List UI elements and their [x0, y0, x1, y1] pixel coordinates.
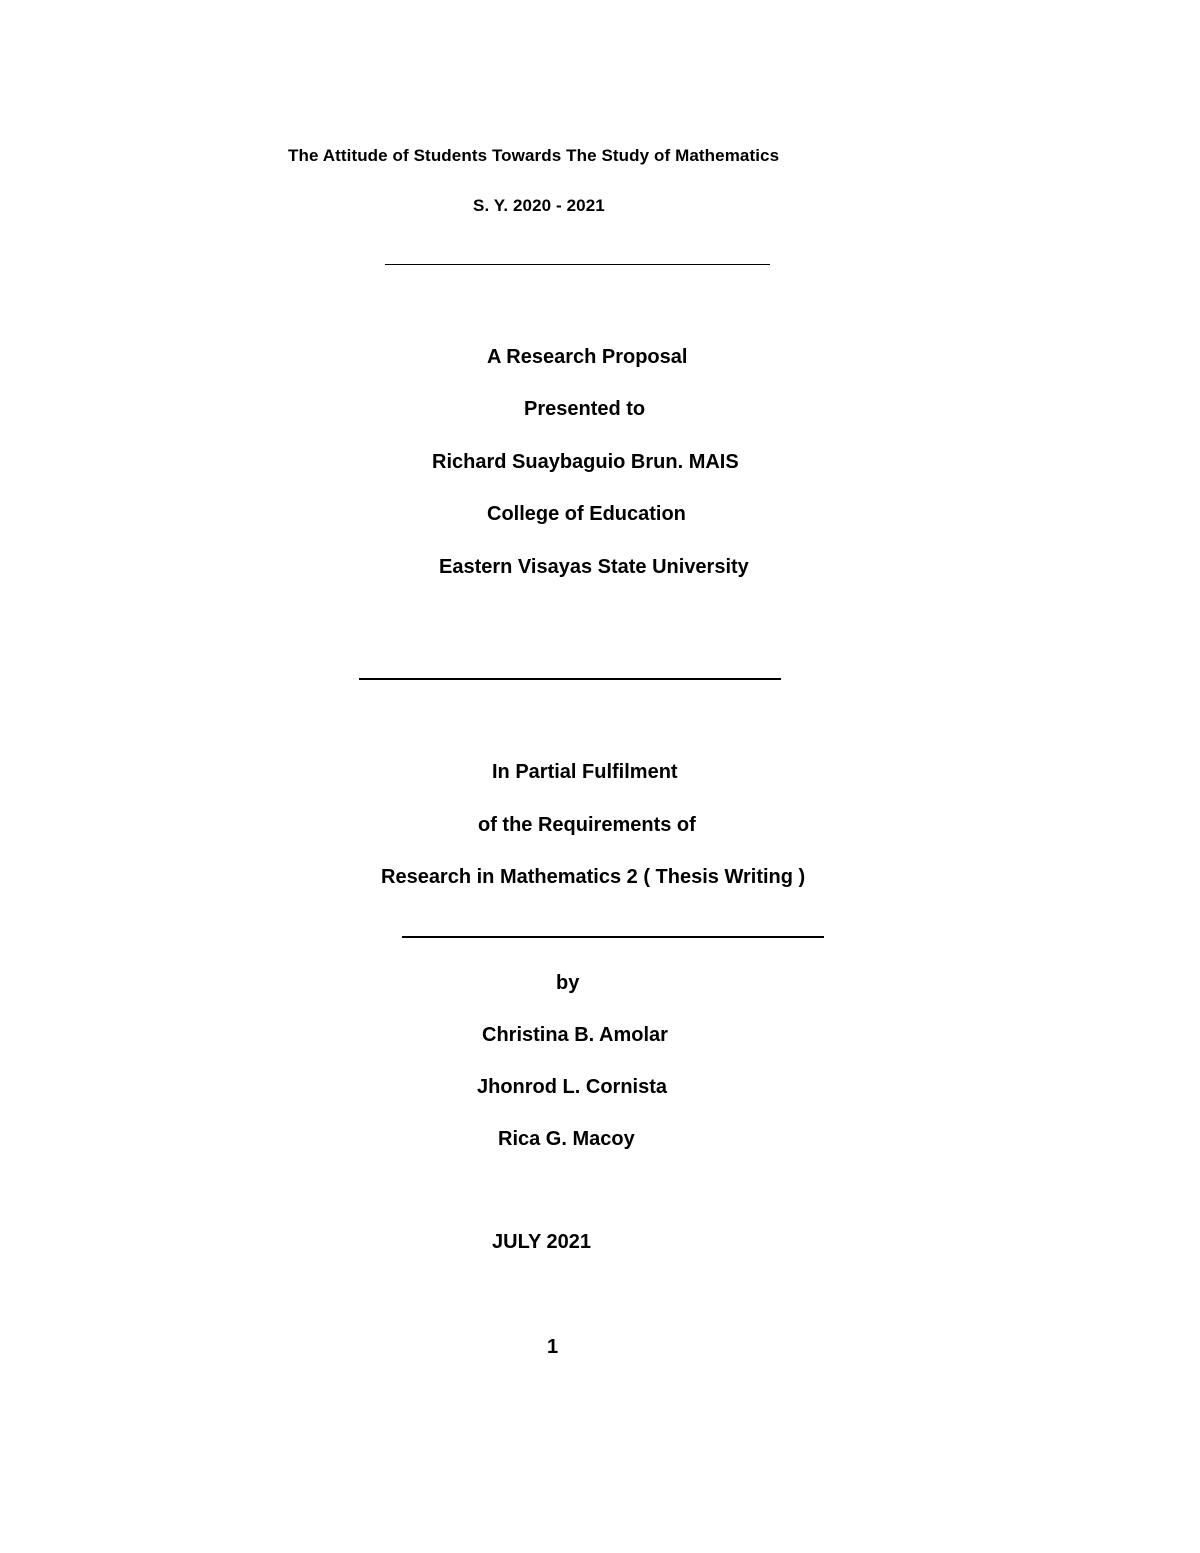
page-number: 1: [547, 1336, 559, 1358]
author-name: Christina B. Amolar: [482, 1024, 668, 1046]
college-name: College of Education: [487, 503, 686, 525]
by-label: by: [556, 972, 580, 994]
divider-line: [402, 936, 824, 938]
university-name: Eastern Visayas State University: [439, 556, 749, 578]
submission-date: JULY 2021: [492, 1231, 591, 1253]
proposal-type: A Research Proposal: [487, 346, 688, 368]
presented-to: Presented to: [524, 398, 646, 420]
research-title: The Attitude of Students Towards The Study of Mathematics: [288, 146, 780, 165]
divider-line: [385, 264, 770, 265]
author-name: Rica G. Macoy: [498, 1128, 635, 1150]
adviser-name: Richard Suaybaguio Brun. MAIS: [432, 451, 739, 473]
fulfilment-line-2: of the Requirements of: [478, 814, 696, 836]
author-name: Jhonrod L. Cornista: [477, 1076, 667, 1098]
divider-line: [359, 678, 781, 680]
fulfilment-line-3: Research in Mathematics 2 ( Thesis Writing ): [381, 866, 806, 888]
school-year: S. Y. 2020 - 2021: [473, 196, 605, 215]
fulfilment-line-1: In Partial Fulfilment: [492, 761, 678, 783]
